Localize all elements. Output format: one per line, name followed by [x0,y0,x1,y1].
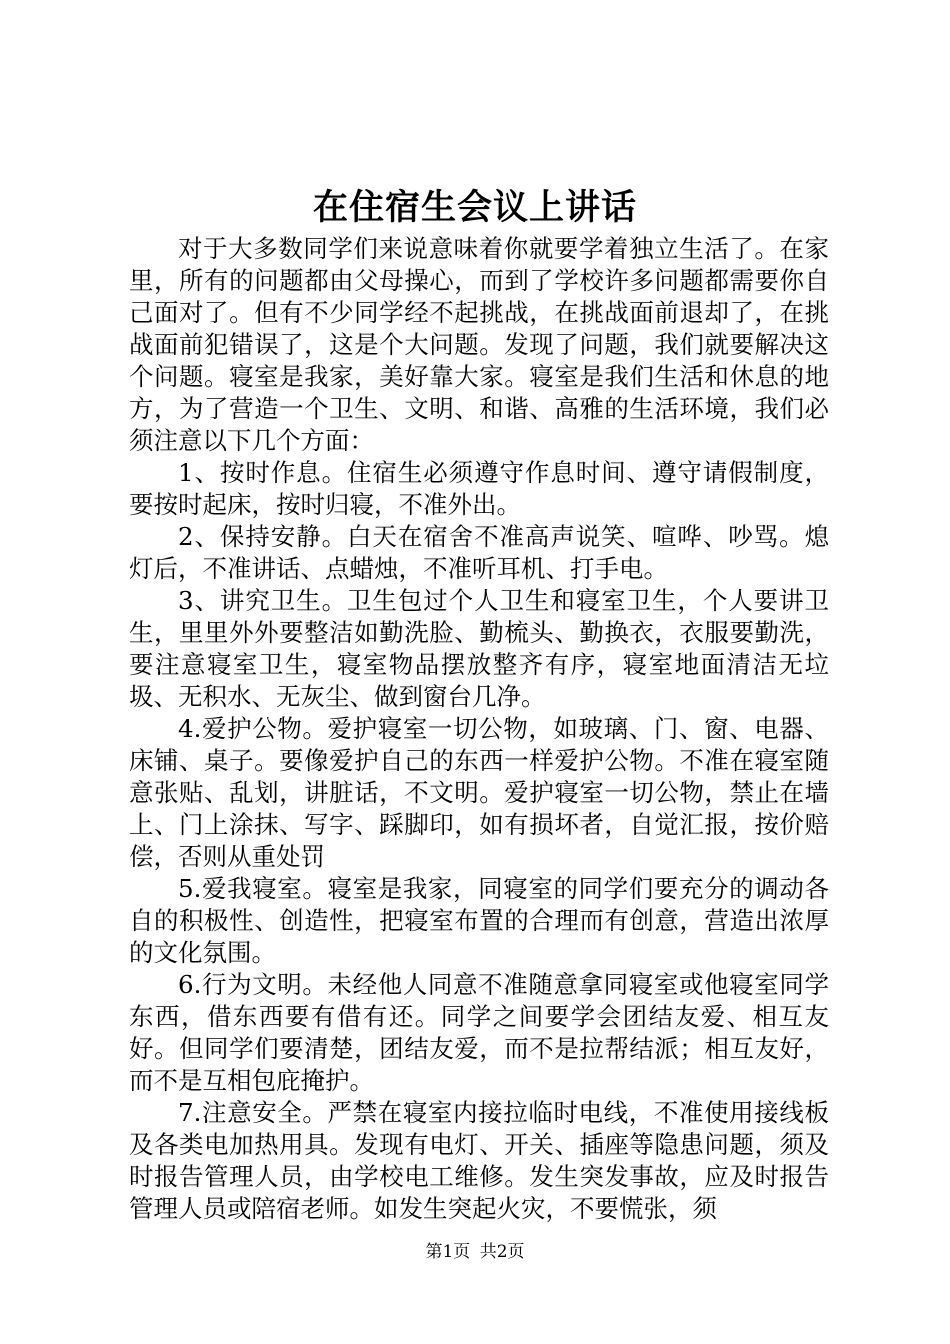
document-title: 在住宿生会议上讲话 [312,188,637,228]
document-body [129,233,829,1225]
paragraph-item-2: 2、保持安静。白天在宿舍不准高声说笑、喧哗、吵骂。熄灯后，不准讲话、点蜡烛，不准听耳机、打手电。 [129,522,829,583]
paragraph-intro: 对于大多数同学们来说意味着你就要学着独立生活了。在家里，所有的问题都由父母操心，而到了学校许多问题都需要你自己面对了。但有不少同学经不起挑战，在挑战面前退却了，在挑战面前犯错误了，这是个大问题。发现了问题，我们就要解决这个问题。寝室是我家，美好靠大家。寝室是我们生活和休息的地方，为了营造一个卫生、文明、和谐、高雅的生活环境，我们必须注意以下几个方面： [129,234,829,455]
paragraph-item-3: 3、讲究卫生。卫生包过个人卫生和寝室卫生，个人要讲卫生，里里外外要整洁如勤洗脸、勤梳头、勤换衣，衣服要勤洗，要注意寝室卫生，寝室物品摆放整齐有序，寝室地面清洁无垃圾、无积水、无灰尘、做到窗台几净。 [129,586,829,711]
paragraph-item-5: 5.爱我寝室。寝室是我家，同寝室的同学们要充分的调动各自的积极性、创造性，把寝室布置的合理而有创意，营造出浓厚的文化氛围。 [129,874,829,967]
page-footer [0,1240,950,1264]
page-total: 共2页 [479,1242,525,1262]
paragraph-item-4: 4.爱护公物。爱护寝室一切公物，如玻璃、门、窗、电器、床铺、桌子。要像爱护自己的东西一样爱护公物。不准在寝室随意张贴、乱划，讲脏话，不文明。爱护寝室一切公物，禁止在墙上、门上涂抹、写字、踩脚印，如有损坏者，自觉汇报，按价赔偿，否则从重处罚 [129,714,829,871]
paragraph-item-1: 1、按时作息。住宿生必须遵守作息时间、遵守请假制度，要按时起床，按时归寝，不准外出。 [129,458,829,519]
paragraph-item-6: 6.行为文明。未经他人同意不准随意拿同寝室或他寝室同学东西，借东西要有借有还。同学之间要学会团结友爱、相互友好。但同学们要清楚，团结友爱，而不是拉帮结派；相互友好，而不是互相包庇掩护。 [129,970,829,1095]
paragraph-item-7: 7.注意安全。严禁在寝室内接拉临时电线，不准使用接线板及各类电加热用具。发现有电灯、开关、插座等隐患问题，须及时报告管理人员，由学校电工维修。发生突发事故，应及时报告管理人员或陪宿老师。如发生突起火灾，不要慌张，须 [129,1098,829,1223]
page-number: 第1页 [425,1242,471,1262]
